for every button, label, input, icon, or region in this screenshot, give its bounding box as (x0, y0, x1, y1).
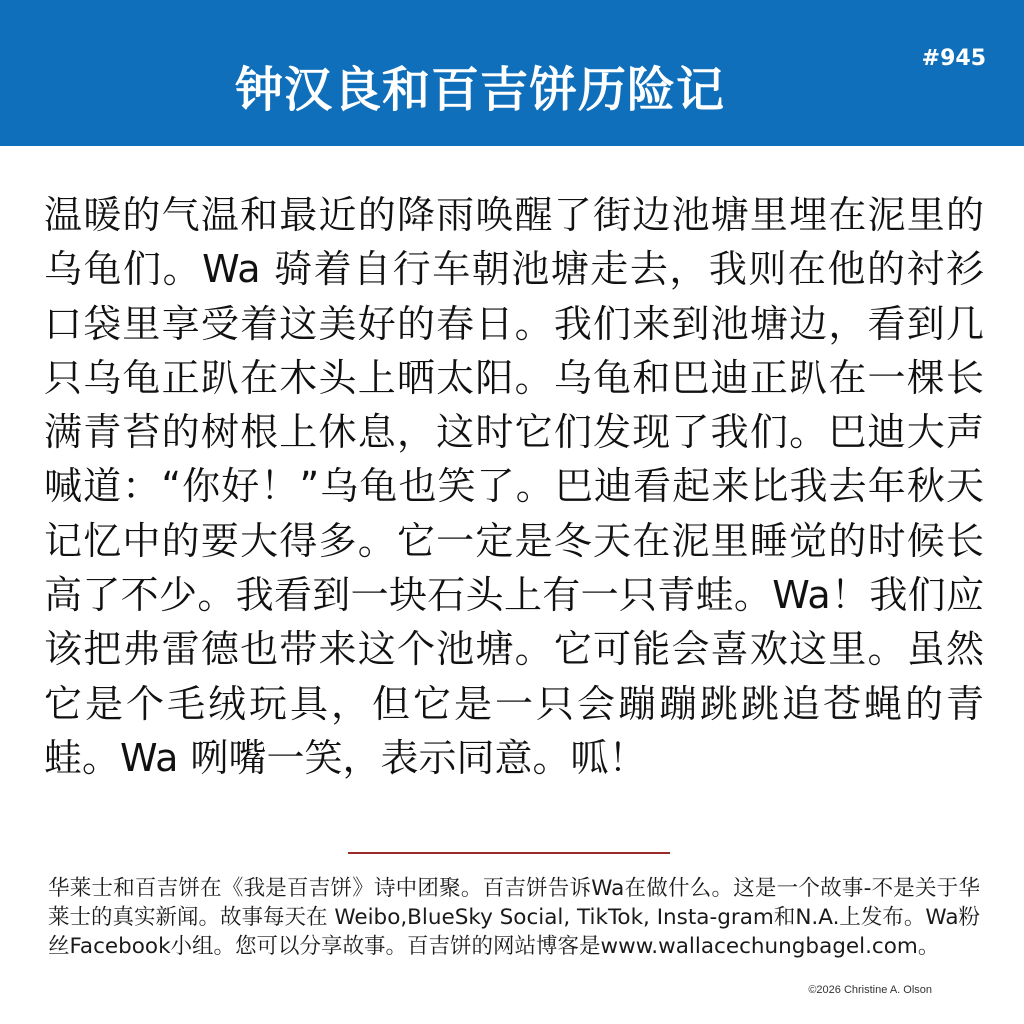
page-title: 钟汉良和百吉饼历险记 (234, 62, 725, 118)
story-text: 温暖的气温和最近的降雨唤醒了街边池塘里埋在泥里的乌龟们。Wa 骑着自行车朝池塘走去，我则在他的衬衫口袋里享受着这美好的春日。我们来到池塘边，看到几只乌龟正趴在木头上晒太阳。乌龟和巴迪正趴在一棵长满青苔的树根上休息，这时它们发现了我们。巴迪大声喊道：“你好！”乌龟也笑了。巴迪看起来比我去年秋天记忆中的要大得多。它一定是冬天在泥里睡觉的时候长高了不少。我看到一块石头上有一只青蛙。Wa！我们应该把弗雷德也带来这个池塘。它可能会喜欢这里。虽然它是个毛绒玩具，但它是一只会蹦蹦跳跳追苍蝇的青蛙。Wa 咧嘴一笑，表示同意。呱！ (44, 193, 984, 780)
divider (348, 852, 670, 854)
header-banner (0, 0, 1024, 146)
footnote-text: 华莱士和百吉饼在《我是百吉饼》诗中团聚。百吉饼告诉Wa在做什么。这是一个故事-不是关于华莱士的真实新闻。故事每天在 Weibo,BlueSky Social, TikTok, Insta-gram和N.A.上发布。Wa粉丝Facebook小组。您可以分享故事。百吉饼的网站博客是www.wallacechungbagel.com。 (48, 876, 980, 959)
copyright-notice: ©2026 Christine A. Olson (808, 984, 932, 996)
episode-number: #945 (921, 46, 986, 71)
